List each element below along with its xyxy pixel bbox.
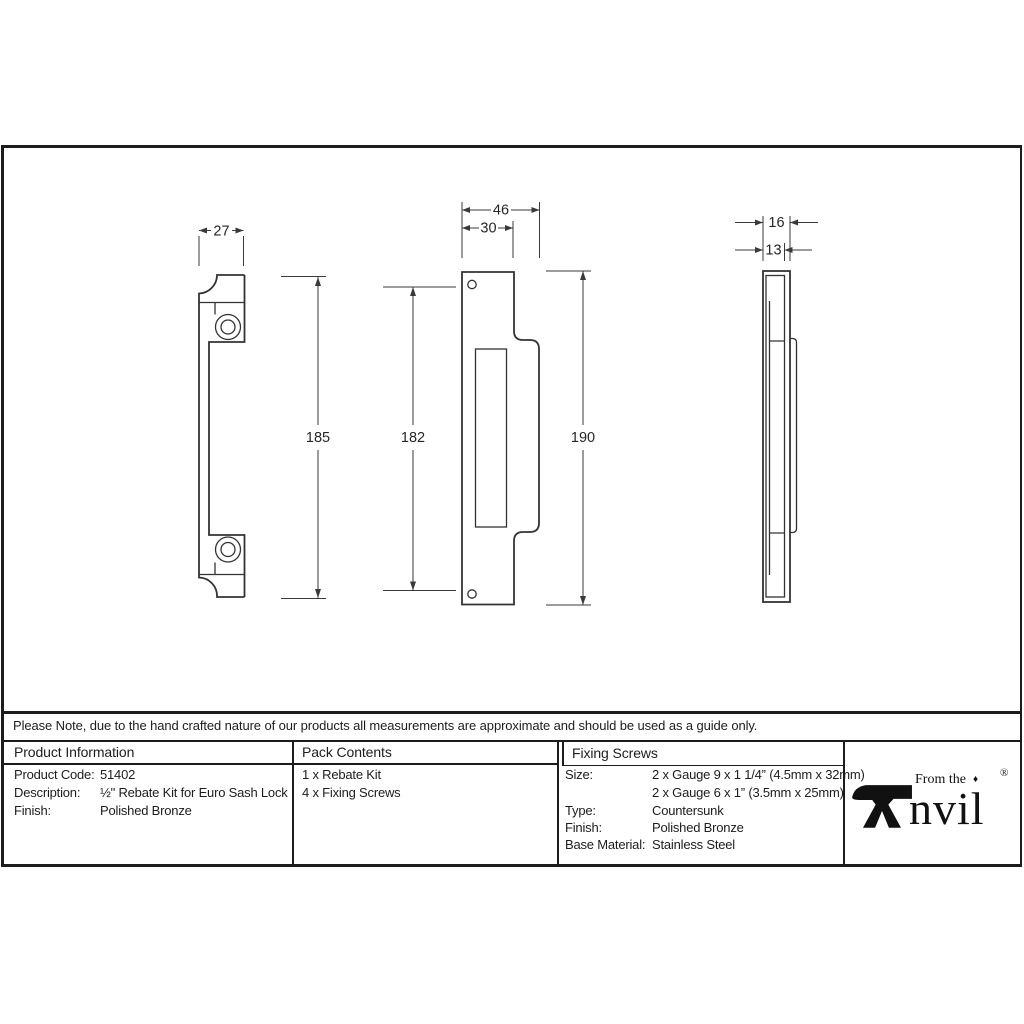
note-row	[1, 711, 1022, 740]
dim-label-depth-16: 16	[768, 215, 785, 231]
row-value: 2 x Gauge 6 x 1” (3.5mm x 25mm)	[652, 785, 844, 800]
row-value: Polished Bronze	[652, 820, 744, 835]
column-divider-1	[292, 740, 294, 866]
dim-label-depth-13: 13	[765, 242, 782, 259]
fixing-header-box-left	[562, 740, 564, 766]
header-fixing-screws: Fixing Screws	[572, 745, 658, 761]
row-value: ½" Rebate Kit for Euro Sash Lock	[100, 785, 288, 800]
header-underline	[1, 763, 558, 765]
table-row	[14, 803, 192, 818]
note-text: Please Note, due to the hand crafted nature of our products all measurements are approximate and should be used as a guide only.	[13, 718, 758, 733]
dim-label-height-190: 190	[570, 430, 596, 446]
from-the-anvil-logo	[852, 769, 1012, 835]
fixing-header-underline	[562, 765, 843, 767]
list-item: 1 x Rebate Kit	[302, 767, 381, 782]
row-value: Countersunk	[652, 803, 724, 818]
fixing-hole-top	[468, 280, 476, 288]
logo-anvil-text: nvil	[909, 783, 985, 834]
row-label: Product Code:	[14, 767, 95, 782]
screw-hole-bottom-inner	[221, 543, 235, 557]
row-label: Description:	[14, 785, 81, 800]
row-label: Type:	[565, 803, 596, 818]
row-value: Polished Bronze	[100, 803, 192, 818]
registered-mark: ®	[1000, 767, 1009, 779]
row-label: Base Material:	[565, 837, 646, 852]
faceplate-view	[383, 202, 595, 605]
keep-lip	[790, 339, 797, 533]
side-profile-view	[735, 215, 818, 602]
dim-label-height-182: 182	[400, 430, 426, 446]
screw-hole-top-outer	[216, 315, 241, 340]
row-value: Stainless Steel	[652, 837, 735, 852]
dim-label-width-30: 30	[480, 220, 497, 237]
frame-right-border	[1020, 145, 1023, 866]
frame-left-border	[1, 145, 4, 866]
column-divider-2	[557, 740, 559, 866]
row-label: Size:	[565, 767, 593, 782]
diamond-icon: ♦	[972, 774, 979, 785]
row-label: Finish:	[14, 803, 51, 818]
anvil-icon	[852, 777, 912, 830]
row-value: 51402	[100, 767, 136, 782]
screw-hole-bottom-outer	[216, 537, 241, 562]
row-label: Finish:	[565, 820, 602, 835]
logo-from-the-text: From the	[915, 772, 966, 787]
header-pack-contents: Pack Contents	[302, 744, 392, 760]
frame-bottom-border	[1, 864, 1022, 867]
dim-label-height-185: 185	[305, 430, 331, 446]
frame-top-border	[1, 145, 1022, 148]
list-item: 4 x Fixing Screws	[302, 785, 401, 800]
table-row	[565, 767, 865, 782]
end-profile-view	[199, 224, 330, 599]
table-row	[565, 803, 724, 818]
table-row	[565, 820, 744, 835]
table-row	[14, 767, 135, 782]
brand-logo-cell	[845, 742, 1019, 862]
dim-label-width-27: 27	[213, 223, 230, 240]
fixing-hole-bottom	[468, 590, 476, 598]
table-row	[565, 785, 844, 800]
header-product-information: Product Information	[14, 744, 135, 760]
dim-label-width-46: 46	[492, 202, 510, 219]
table-row	[565, 837, 735, 852]
row-value: 2 x Gauge 9 x 1 1/4” (4.5mm x 32mm)	[652, 767, 865, 782]
latch-slot	[476, 349, 507, 527]
screw-hole-top-inner	[221, 320, 235, 334]
table-row	[14, 785, 288, 800]
